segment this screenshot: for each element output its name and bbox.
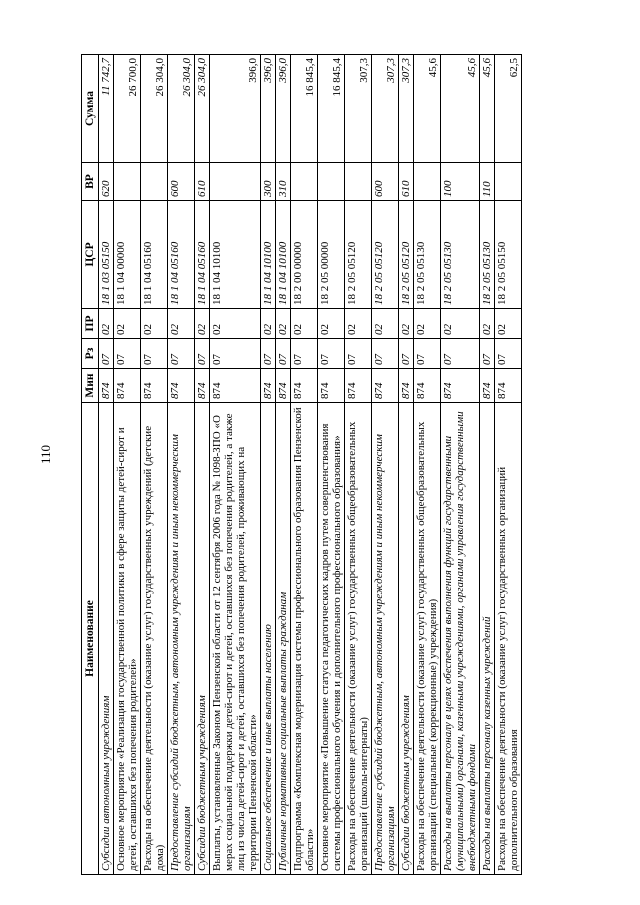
table-row [495,55,522,875]
header-name: Наименование [82,403,99,875]
row-sum: 11 742,7 [99,55,114,163]
row-vr: 610 [399,163,414,201]
row-pr: 02 [291,309,318,339]
header-sum: Сумма [82,55,99,163]
row-min: 874 [195,369,210,403]
row-name: Предоставление субсидий бюджетным, автономным учреждениям и иным некоммерческим организациям [168,403,195,875]
row-name: Расходы на обеспечение деятельности (оказание услуг) государственных общеобразовательных организаций (школы-интернаты) [345,403,372,875]
table-row [141,55,168,875]
row-name: Основное мероприятие «Повышение статуса педагогических кадров путем совершенствования системы профессионального обучения и дополнительного профессионального образования» [318,403,345,875]
row-csr: 18 1 04 10100 [276,201,291,309]
row-min: 874 [276,369,291,403]
row-sum: 16 845,4 [291,55,318,163]
row-csr: 18 2 05 05120 [372,201,399,309]
row-rz: 07 [345,339,372,369]
row-pr: 02 [195,309,210,339]
table-row [441,55,480,875]
row-sum: 26 304,0 [195,55,210,163]
table-row [195,55,210,875]
table-row [345,55,372,875]
row-min: 874 [399,369,414,403]
row-csr: 18 2 00 00000 [291,201,318,309]
row-sum: 396,0 [210,55,261,163]
header-csr: ЦСР [82,201,99,309]
table-row [168,55,195,875]
table-row [414,55,441,875]
row-rz: 07 [141,339,168,369]
row-rz: 07 [291,339,318,369]
row-vr [291,163,318,201]
row-min: 874 [210,369,261,403]
row-min: 874 [261,369,276,403]
row-min: 874 [345,369,372,403]
row-sum: 16 845,4 [318,55,345,163]
table-row [291,55,318,875]
row-rz: 07 [495,339,522,369]
row-name: Социальное обеспечение и иные выплаты населению [261,403,276,875]
row-rz: 07 [372,339,399,369]
table-row [372,55,399,875]
row-sum: 307,3 [399,55,414,163]
row-rz: 07 [441,339,480,369]
row-csr: 18 2 05 05130 [441,201,480,309]
row-pr: 02 [414,309,441,339]
row-min: 874 [99,369,114,403]
row-min: 874 [414,369,441,403]
table-row [480,55,495,875]
row-csr: 18 2 05 00000 [318,201,345,309]
row-min: 874 [372,369,399,403]
row-pr: 02 [372,309,399,339]
table-header-row [82,55,99,875]
row-rz: 07 [276,339,291,369]
row-name: Субсидии бюджетным учреждениям [399,403,414,875]
row-rz: 07 [99,339,114,369]
header-pr: ПР [82,309,99,339]
table-row [318,55,345,875]
row-sum: 396,0 [261,55,276,163]
row-name: Субсидии автономным учреждениям [99,403,114,875]
row-pr: 02 [495,309,522,339]
row-pr: 02 [99,309,114,339]
row-vr: 610 [195,163,210,201]
row-rz: 07 [114,339,141,369]
row-csr: 18 2 05 05120 [345,201,372,309]
page-number: 110 [38,444,53,464]
row-sum: 45,6 [441,55,480,163]
row-min: 874 [141,369,168,403]
row-min: 874 [318,369,345,403]
budget-table-container [81,55,631,875]
row-min: 874 [291,369,318,403]
row-rz: 07 [195,339,210,369]
row-vr: 100 [441,163,480,201]
header-min: Мин [82,369,99,403]
row-vr: 600 [168,163,195,201]
row-pr: 02 [141,309,168,339]
row-pr: 02 [441,309,480,339]
row-min: 874 [441,369,480,403]
row-csr: 18 2 05 05130 [414,201,441,309]
row-pr: 02 [399,309,414,339]
table-row [114,55,141,875]
row-name: Выплаты, установленные Законом Пензенской области от 12 сентября 2006 года № 1098-ЗПО «О мерах социальной поддержки детей-сирот и детей, оставшихся без попечения родителей, а также лиц из числа детей-сирот и детей, оставшихся без попечения родителей, проживающих на территории Пензенской области» [210,403,261,875]
table-row [99,55,114,875]
row-vr: 600 [372,163,399,201]
row-pr: 02 [168,309,195,339]
row-csr: 18 1 04 10100 [210,201,261,309]
row-name: Расходы на выплаты персоналу в целях обеспечения выполнения функций государственными (муниципальными) органами, казенными учреждениями, органами управления государственными внебюджетными фондами [441,403,480,875]
row-vr [210,163,261,201]
row-vr [414,163,441,201]
row-sum: 45,6 [414,55,441,163]
row-csr: 18 2 05 05130 [480,201,495,309]
row-name: Расходы на обеспечение деятельности (оказание услуг) государственных организаций дополнительного образования [495,403,522,875]
row-vr [114,163,141,201]
row-rz: 07 [414,339,441,369]
row-sum: 62,5 [495,55,522,163]
table-row [261,55,276,875]
row-rz: 07 [399,339,414,369]
row-csr: 18 1 04 05160 [168,201,195,309]
row-csr: 18 1 04 05160 [141,201,168,309]
row-sum: 396,0 [276,55,291,163]
row-pr: 02 [261,309,276,339]
row-rz: 07 [318,339,345,369]
row-name: Расходы на выплаты персоналу казенных учреждений [480,403,495,875]
row-vr [495,163,522,201]
row-pr: 02 [210,309,261,339]
header-rz: Рз [82,339,99,369]
row-csr: 18 1 04 05160 [195,201,210,309]
row-pr: 02 [480,309,495,339]
row-min: 874 [480,369,495,403]
row-csr: 18 1 04 10100 [261,201,276,309]
row-sum: 307,3 [345,55,372,163]
row-sum: 26 304,0 [141,55,168,163]
table-row [399,55,414,875]
row-rz: 07 [168,339,195,369]
row-vr: 300 [261,163,276,201]
row-vr: 620 [99,163,114,201]
row-csr: 18 2 05 05120 [399,201,414,309]
row-sum: 26 700,0 [114,55,141,163]
row-name: Предоставление субсидий бюджетным, автономным учреждениям и иным некоммерческим организациям [372,403,399,875]
row-sum: 26 304,0 [168,55,195,163]
row-pr: 02 [114,309,141,339]
row-vr [345,163,372,201]
row-name: Расходы на обеспечение деятельности (оказание услуг) государственных общеобразовательных организаций (специальные (коррекционные) учреждения) [414,403,441,875]
row-min: 874 [114,369,141,403]
row-min: 874 [168,369,195,403]
row-pr: 02 [276,309,291,339]
table-row [276,55,291,875]
row-pr: 02 [318,309,345,339]
row-name: Субсидии бюджетным учреждениям [195,403,210,875]
table-row [210,55,261,875]
row-vr [318,163,345,201]
row-csr: 18 1 04 00000 [114,201,141,309]
row-csr: 18 1 03 05150 [99,201,114,309]
row-name: Подпрограмма «Комплексная модернизация системы профессионального образования Пензенской области» [291,403,318,875]
row-name: Публичные нормативные социальные выплаты гражданам [276,403,291,875]
row-min: 874 [495,369,522,403]
header-vr: ВР [82,163,99,201]
row-rz: 07 [480,339,495,369]
row-rz: 07 [261,339,276,369]
row-sum: 307,3 [372,55,399,163]
budget-table [81,54,522,875]
row-vr: 310 [276,163,291,201]
row-sum: 45,6 [480,55,495,163]
row-rz: 07 [210,339,261,369]
row-name: Основное мероприятие «Реализация государственной политики в сфере защиты детей-сирот и детей, оставшихся без попечения родителей» [114,403,141,875]
row-csr: 18 2 05 05150 [495,201,522,309]
row-vr: 110 [480,163,495,201]
row-vr [141,163,168,201]
row-name: Расходы на обеспечение деятельности (оказание услуг) государственных учреждений (детские дома) [141,403,168,875]
row-pr: 02 [345,309,372,339]
